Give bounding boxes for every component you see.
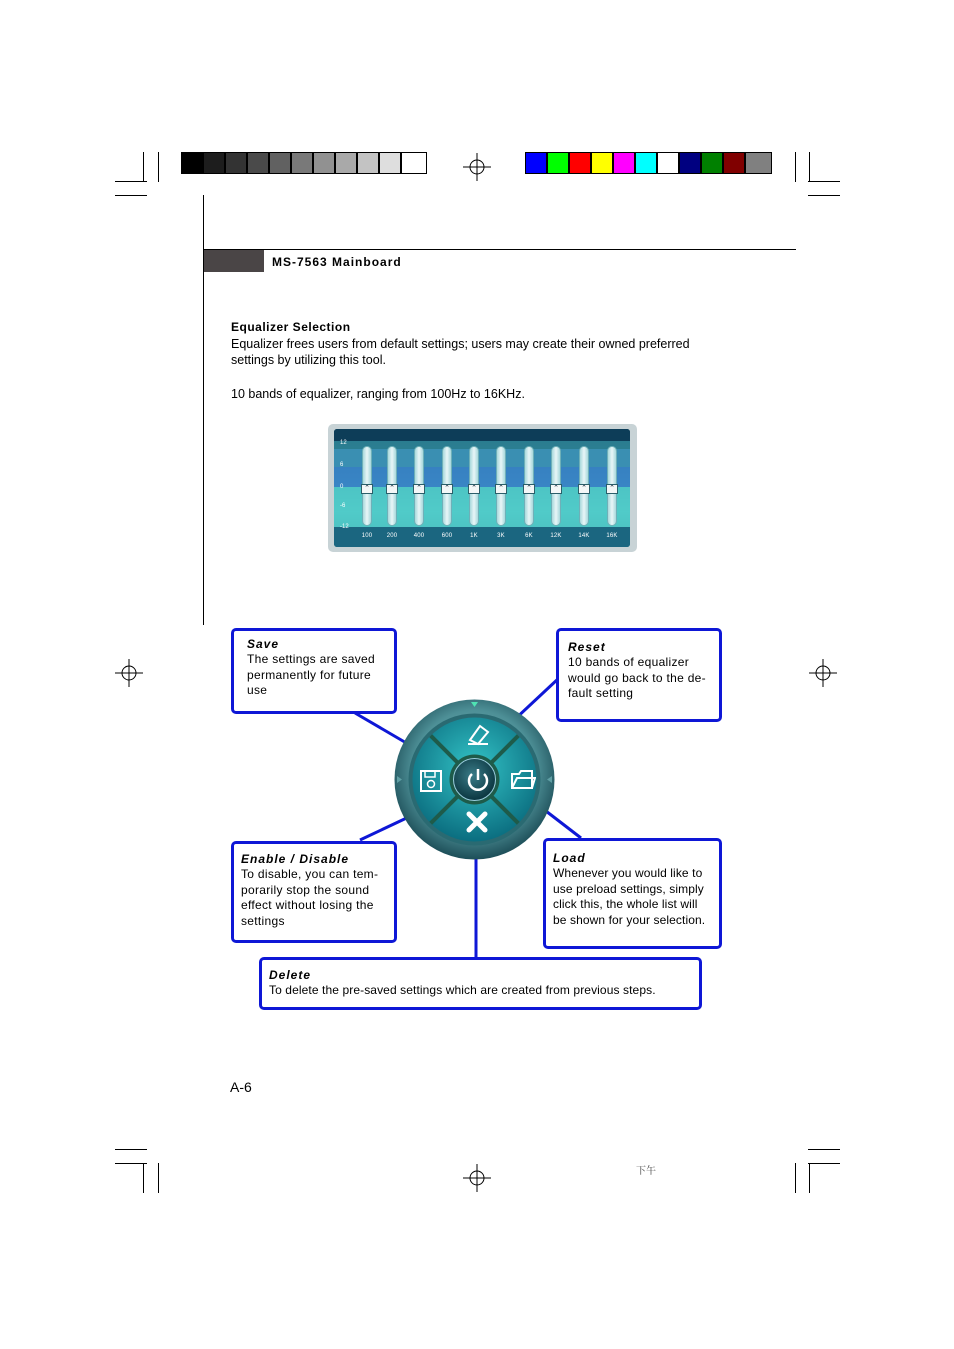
band-label: 1K [470, 533, 478, 539]
band-label: 100 [361, 533, 373, 539]
description-line-1: Equalizer frees users from default settings; users may create their owned preferred [231, 337, 690, 351]
reset-callout [556, 628, 722, 722]
scale-label: -12 [340, 524, 349, 530]
callout-text: To delete the pre-saved settings which are created from previous steps. [269, 983, 656, 997]
callout-title: Delete [269, 968, 312, 982]
footer-mark: 下午 [636, 1166, 656, 1177]
callout-text: click this, the whole list will [553, 897, 698, 911]
callout-text: use [247, 683, 268, 697]
scale-label: 0 [340, 484, 344, 490]
scale-label: 6 [340, 462, 344, 468]
bands-description: 10 bands of equalizer, ranging from 100Hz to 16KHz. [231, 387, 525, 401]
save-icon[interactable] [419, 769, 443, 793]
folder-icon[interactable] [510, 769, 536, 791]
band-label: 400 [413, 533, 425, 539]
header-title: MS-7563 Mainboard [272, 255, 402, 269]
delete-callout [259, 957, 702, 1010]
band-label: 600 [441, 533, 453, 539]
band-label: 200 [386, 533, 398, 539]
callout-text: fault setting [568, 686, 634, 700]
section-title: Equalizer Selection [231, 320, 351, 334]
callout-text: Whenever you would like to [553, 866, 703, 880]
delete-icon[interactable] [465, 810, 489, 834]
callout-text: permanently for future [247, 667, 371, 682]
scale-label: -6 [340, 503, 346, 509]
eq-slider-knob[interactable]: ⌃ [386, 484, 398, 494]
band-label: 14K [578, 533, 590, 539]
eq-slider-knob[interactable]: ⌃ [441, 484, 453, 494]
band-label: 6K [525, 533, 533, 539]
callout-title: Enable / Disable [241, 852, 350, 866]
callout-text: settings [241, 913, 285, 928]
eq-slider-knob[interactable]: ⌃ [606, 484, 618, 494]
callout-text: would go back to the de- [568, 670, 706, 685]
enable-disable-callout [231, 841, 397, 943]
load-callout [543, 838, 722, 949]
callout-text: be shown for your selection. [553, 912, 706, 927]
callout-text: porarily stop the sound [241, 882, 370, 897]
eq-slider-knob[interactable]: ⌃ [495, 484, 507, 494]
eq-slider-knob[interactable]: ⌃ [550, 484, 562, 494]
eq-slider-knob[interactable]: ⌃ [361, 484, 373, 494]
power-icon[interactable] [464, 766, 492, 794]
callout-title: Reset [568, 640, 606, 654]
callout-text: 10 bands of equalizer [568, 655, 690, 669]
band-label: 12K [550, 533, 562, 539]
callout-text: To disable, you can tem- [241, 867, 379, 881]
eq-slider-knob[interactable]: ⌃ [468, 484, 480, 494]
band-label: 3K [497, 533, 505, 539]
callout-text: effect without losing the [241, 898, 374, 912]
band-label: 16K [606, 533, 618, 539]
scale-label: 12 [340, 440, 347, 446]
eq-slider-knob[interactable]: ⌃ [413, 484, 425, 494]
eq-slider-knob[interactable]: ⌃ [523, 484, 535, 494]
callout-text: use preload settings, simply [553, 881, 704, 896]
callout-title: Save [247, 637, 280, 651]
save-callout [231, 628, 397, 714]
callout-title: Load [553, 851, 586, 865]
callout-text: The settings are saved [247, 652, 376, 666]
eq-slider-knob[interactable]: ⌃ [578, 484, 590, 494]
reset-icon[interactable] [464, 722, 492, 746]
page-number: A-6 [230, 1079, 252, 1095]
description-line-2: settings by utilizing this tool. [231, 353, 386, 367]
